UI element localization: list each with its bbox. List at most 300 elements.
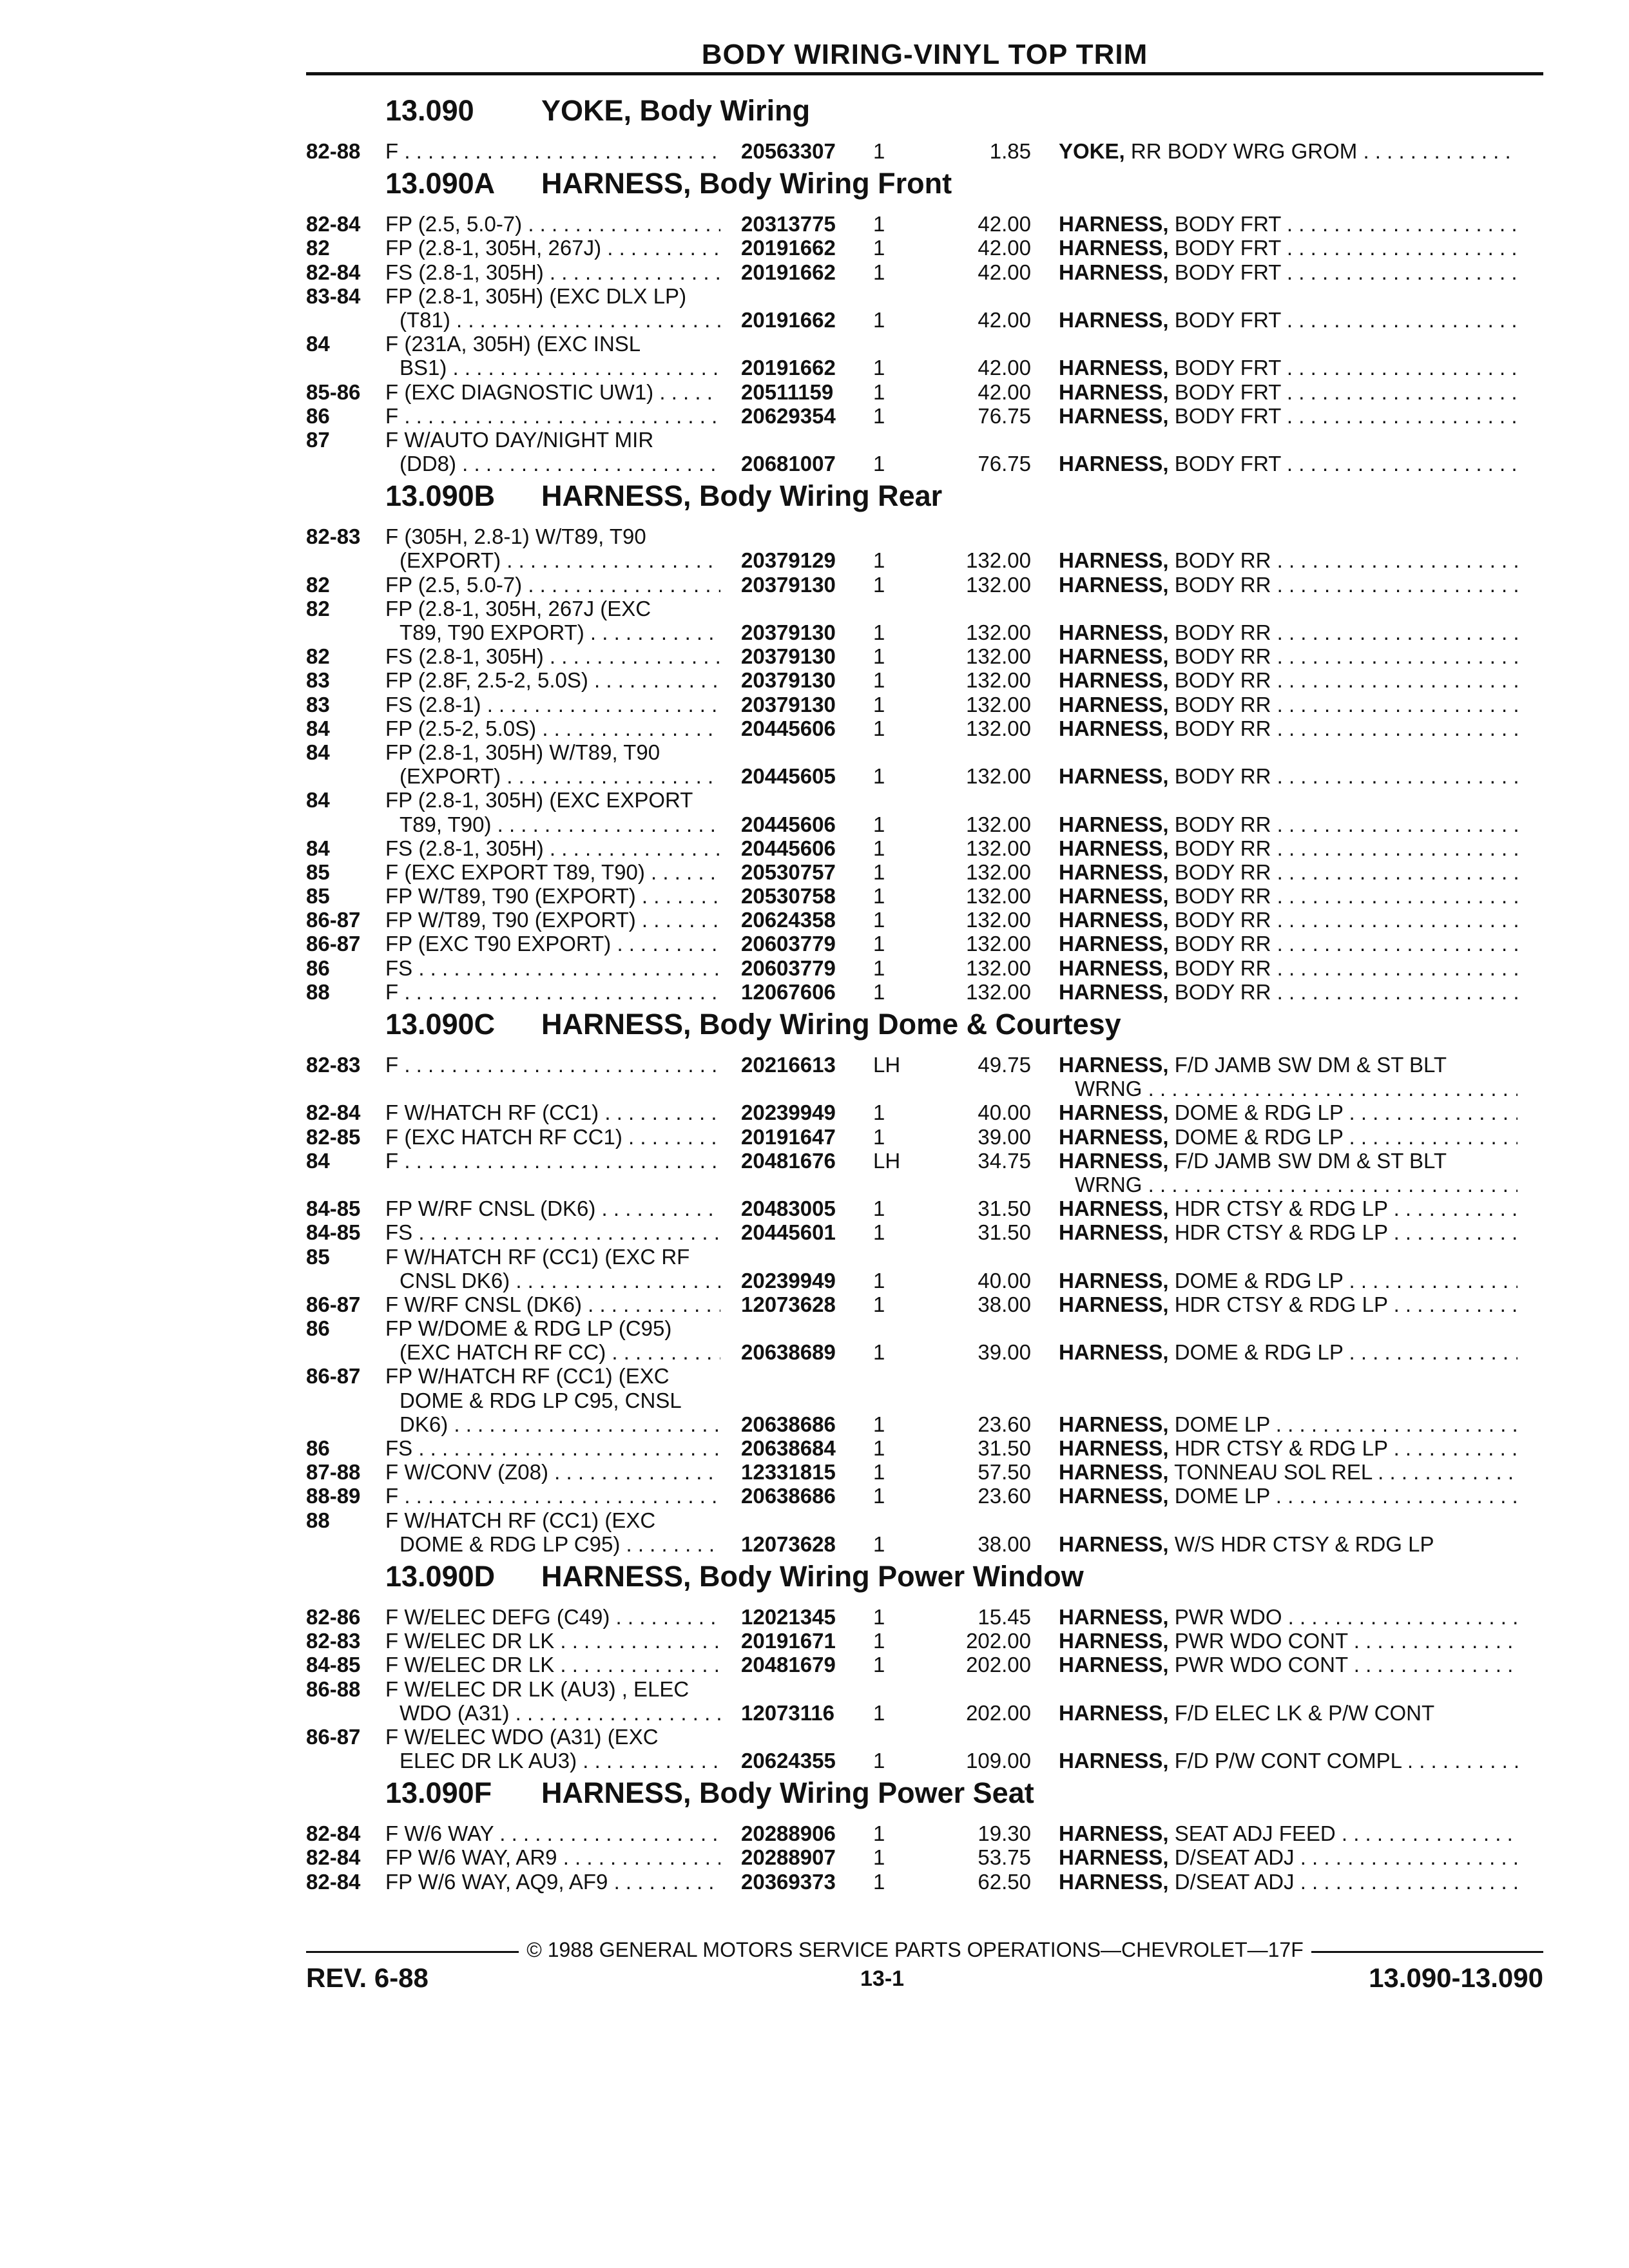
quantity: LH bbox=[873, 1148, 901, 1173]
description bbox=[1059, 1269, 1518, 1293]
description bbox=[1059, 860, 1518, 884]
description-noun: HARNESS, bbox=[1059, 668, 1169, 693]
section-number: 13.090D bbox=[385, 1559, 496, 1593]
part-row bbox=[0, 956, 1629, 980]
price: 109.00 bbox=[966, 1749, 1031, 1773]
section-heading bbox=[0, 476, 1629, 524]
price: 40.00 bbox=[978, 1100, 1031, 1125]
quantity: 1 bbox=[873, 1700, 885, 1725]
quantity: 1 bbox=[873, 1124, 885, 1149]
quantity: 1 bbox=[873, 1196, 885, 1221]
price: 31.50 bbox=[978, 1196, 1031, 1221]
description-text: W/S HDR CTSY & RDG LP bbox=[1174, 1532, 1434, 1556]
description bbox=[1059, 1484, 1518, 1508]
description bbox=[1075, 1077, 1518, 1100]
description bbox=[1059, 452, 1518, 476]
description bbox=[1059, 716, 1518, 740]
quantity: 1 bbox=[873, 356, 885, 380]
description-text: BODY RR bbox=[1174, 572, 1271, 597]
part-row bbox=[0, 1821, 1629, 1845]
part-row bbox=[0, 1316, 1629, 1340]
quantity: 1 bbox=[873, 1100, 885, 1125]
part-row bbox=[0, 428, 1629, 452]
price: 202.00 bbox=[966, 1700, 1031, 1725]
description-text: DOME & RDG LP bbox=[1174, 1340, 1344, 1365]
part-row bbox=[0, 597, 1629, 620]
section-name: HARNESS, Body Wiring Dome & Courtesy bbox=[541, 1008, 1121, 1041]
description bbox=[1059, 548, 1518, 572]
description-text: BODY FRT bbox=[1174, 356, 1281, 380]
model-years: 86-87 bbox=[306, 1292, 361, 1316]
part-number: 20638684 bbox=[741, 1436, 836, 1460]
model-years: 86-88 bbox=[306, 1677, 361, 1701]
usage-text: FS . . . bbox=[385, 1436, 720, 1460]
section-heading bbox=[0, 1556, 1629, 1605]
price: 76.75 bbox=[978, 452, 1031, 476]
footer-revision: REV. 6-88 bbox=[306, 1963, 429, 1993]
part-row-continuation bbox=[0, 1173, 1629, 1196]
part-row-continuation bbox=[0, 308, 1629, 332]
usage-text: F . . . bbox=[385, 404, 720, 428]
description-noun: HARNESS, bbox=[1059, 452, 1169, 476]
section-name: YOKE, Body Wiring bbox=[541, 94, 811, 127]
model-years: 82 bbox=[306, 596, 330, 620]
part-row bbox=[0, 668, 1629, 692]
part-number: 20313775 bbox=[741, 212, 836, 236]
description-noun: HARNESS, bbox=[1059, 932, 1169, 956]
part-number: 20191662 bbox=[741, 260, 836, 284]
section-heading bbox=[0, 90, 1629, 139]
usage-text: DK6) . . . bbox=[400, 1412, 720, 1436]
part-row bbox=[0, 716, 1629, 740]
description-text: HDR CTSY & RDG LP bbox=[1174, 1436, 1388, 1460]
model-years: 84-85 bbox=[306, 1196, 361, 1221]
part-number: 20369373 bbox=[741, 1869, 836, 1894]
description bbox=[1059, 1436, 1518, 1460]
part-number: 20603779 bbox=[741, 956, 836, 980]
description-text: BODY FRT bbox=[1174, 403, 1281, 428]
usage-text: F . . . bbox=[385, 1484, 720, 1508]
description-noun: HARNESS, bbox=[1059, 1100, 1169, 1125]
part-number: 20379130 bbox=[741, 692, 836, 716]
price: 132.00 bbox=[966, 908, 1031, 932]
description-text: BODY RR bbox=[1174, 620, 1271, 644]
usage-text: FS (2.8-1, 305H) . . . bbox=[385, 260, 720, 284]
quantity: 1 bbox=[873, 932, 885, 956]
price: 31.50 bbox=[978, 1436, 1031, 1460]
part-row bbox=[0, 1845, 1629, 1869]
part-row bbox=[0, 236, 1629, 260]
part-number: 12021345 bbox=[741, 1604, 836, 1629]
quantity: 1 bbox=[873, 884, 885, 908]
description-noun: HARNESS, bbox=[1059, 1749, 1169, 1773]
quantity: 1 bbox=[873, 1436, 885, 1460]
price: 202.00 bbox=[966, 1629, 1031, 1653]
description bbox=[1059, 1653, 1518, 1677]
description-noun: HARNESS, bbox=[1059, 1700, 1169, 1725]
model-years: 82-83 bbox=[306, 1629, 361, 1653]
description-text: F/D JAMB SW DM & ST BLT bbox=[1174, 1148, 1447, 1173]
description-noun: HARNESS, bbox=[1059, 644, 1169, 669]
description-noun: HARNESS, bbox=[1059, 1053, 1169, 1077]
description-noun: HARNESS, bbox=[1059, 1436, 1169, 1460]
usage-text: F W/RF CNSL (DK6) . . . bbox=[385, 1293, 720, 1316]
description bbox=[1059, 1125, 1518, 1149]
model-years: 84 bbox=[306, 836, 330, 860]
description bbox=[1059, 1220, 1518, 1244]
model-years: 82 bbox=[306, 236, 330, 260]
section-name: HARNESS, Body Wiring Front bbox=[541, 167, 952, 200]
part-row bbox=[0, 1508, 1629, 1532]
part-row bbox=[0, 1484, 1629, 1508]
description-noun: HARNESS, bbox=[1059, 1196, 1169, 1221]
part-row-continuation bbox=[0, 1701, 1629, 1725]
description-noun: HARNESS, bbox=[1059, 1148, 1169, 1173]
part-number: 12073628 bbox=[741, 1532, 836, 1556]
usage-text: FP W/T89, T90 (EXPORT) . . . bbox=[385, 884, 720, 908]
quantity: 1 bbox=[873, 1629, 885, 1653]
part-row bbox=[0, 1293, 1629, 1316]
description-text: BODY RR bbox=[1174, 836, 1271, 860]
description bbox=[1059, 1845, 1518, 1869]
part-row-continuation bbox=[0, 452, 1629, 476]
usage-text: T89, T90 EXPORT) . . . bbox=[400, 620, 720, 644]
part-row-continuation bbox=[0, 548, 1629, 572]
part-number: 20483005 bbox=[741, 1196, 836, 1221]
description bbox=[1059, 908, 1518, 932]
description bbox=[1059, 356, 1518, 380]
quantity: 1 bbox=[873, 1532, 885, 1556]
description-text: BODY FRT bbox=[1174, 380, 1281, 404]
description bbox=[1059, 1196, 1518, 1220]
description-noun: HARNESS, bbox=[1059, 1845, 1169, 1870]
price: 62.50 bbox=[978, 1869, 1031, 1894]
part-number: 20624358 bbox=[741, 908, 836, 932]
usage-text: FP (2.8-1, 305H) (EXC DLX LP) bbox=[385, 284, 687, 308]
usage-text: F (EXC DIAGNOSTIC UW1) . . . bbox=[385, 380, 720, 404]
part-number: 20530757 bbox=[741, 860, 836, 884]
price: 132.00 bbox=[966, 572, 1031, 597]
part-number: 20638686 bbox=[741, 1412, 836, 1436]
description-text: DOME LP bbox=[1174, 1412, 1270, 1436]
model-years: 82-84 bbox=[306, 1845, 361, 1870]
part-row bbox=[0, 380, 1629, 404]
quantity: 1 bbox=[873, 836, 885, 860]
description-noun: HARNESS, bbox=[1059, 716, 1169, 740]
description-text: BODY RR bbox=[1174, 812, 1271, 836]
usage-text: WDO (A31) . . . bbox=[400, 1701, 720, 1725]
model-years: 82-83 bbox=[306, 1053, 361, 1077]
usage-text: F W/ELEC DEFG (C49) . . . bbox=[385, 1605, 720, 1629]
part-number: 12067606 bbox=[741, 979, 836, 1004]
model-years: 82-84 bbox=[306, 1100, 361, 1125]
usage-text: F W/ELEC DR LK (AU3) , ELEC bbox=[385, 1677, 689, 1701]
model-years: 82-84 bbox=[306, 260, 361, 284]
model-years: 84 bbox=[306, 740, 330, 764]
price: 132.00 bbox=[966, 979, 1031, 1004]
model-years: 86 bbox=[306, 1436, 330, 1460]
part-row bbox=[0, 884, 1629, 908]
description-text: BODY RR bbox=[1174, 764, 1271, 789]
description-noun: HARNESS, bbox=[1059, 1220, 1169, 1245]
model-years: 82-86 bbox=[306, 1604, 361, 1629]
model-years: 85 bbox=[306, 884, 330, 908]
price: 132.00 bbox=[966, 716, 1031, 740]
section-number: 13.090A bbox=[385, 167, 496, 200]
usage-text: F W/HATCH RF (CC1) . . . bbox=[385, 1100, 720, 1124]
price: 42.00 bbox=[978, 212, 1031, 236]
part-row bbox=[0, 1220, 1629, 1244]
price: 23.60 bbox=[978, 1484, 1031, 1508]
part-row bbox=[0, 908, 1629, 932]
part-number: 20445606 bbox=[741, 716, 836, 740]
description-noun: HARNESS, bbox=[1059, 1340, 1169, 1365]
quantity: 1 bbox=[873, 1653, 885, 1677]
price: 132.00 bbox=[966, 836, 1031, 860]
part-number: 20216613 bbox=[741, 1053, 836, 1077]
description-text: F/D P/W CONT COMPL bbox=[1174, 1749, 1402, 1773]
model-years: 85 bbox=[306, 1244, 330, 1269]
part-row-continuation bbox=[0, 1532, 1629, 1556]
quantity: 1 bbox=[873, 644, 885, 669]
usage-text: FP W/T89, T90 (EXPORT) . . . bbox=[385, 908, 720, 932]
part-number: 20445601 bbox=[741, 1220, 836, 1245]
model-years: 83 bbox=[306, 692, 330, 716]
description-text: BODY RR bbox=[1174, 956, 1271, 980]
quantity: 1 bbox=[873, 1869, 885, 1894]
price: 132.00 bbox=[966, 860, 1031, 884]
part-row bbox=[0, 1436, 1629, 1460]
part-number: 20191647 bbox=[741, 1124, 836, 1149]
section-name: HARNESS, Body Wiring Power Seat bbox=[541, 1776, 1034, 1810]
quantity: 1 bbox=[873, 668, 885, 693]
description-noun: HARNESS, bbox=[1059, 1869, 1169, 1894]
usage-text: FP W/6 WAY, AQ9, AF9 . . . bbox=[385, 1870, 720, 1894]
usage-text: FS . . . bbox=[385, 1220, 720, 1244]
description-text: PWR WDO bbox=[1174, 1604, 1282, 1629]
description-text: PWR WDO CONT bbox=[1174, 1629, 1348, 1653]
description-noun: HARNESS, bbox=[1059, 908, 1169, 932]
price: 42.00 bbox=[978, 380, 1031, 404]
quantity: 1 bbox=[873, 236, 885, 260]
description bbox=[1059, 404, 1518, 428]
part-number: 20239949 bbox=[741, 1100, 836, 1125]
description-text: DOME & RDG LP bbox=[1174, 1124, 1344, 1149]
section-name: HARNESS, Body Wiring Power Window bbox=[541, 1559, 1084, 1593]
description-noun: HARNESS, bbox=[1059, 236, 1169, 260]
part-number: 20445606 bbox=[741, 836, 836, 860]
part-row bbox=[0, 1605, 1629, 1629]
part-number: 20629354 bbox=[741, 403, 836, 428]
usage-text: F W/6 WAY . . . bbox=[385, 1821, 720, 1845]
part-number: 20681007 bbox=[741, 452, 836, 476]
usage-text: FP (2.5, 5.0-7) . . . bbox=[385, 573, 720, 597]
description-text: HDR CTSY & RDG LP bbox=[1174, 1292, 1388, 1316]
description bbox=[1059, 212, 1518, 236]
description bbox=[1059, 1412, 1518, 1436]
price: 132.00 bbox=[966, 956, 1031, 980]
description bbox=[1059, 980, 1518, 1004]
description bbox=[1059, 260, 1518, 284]
model-years: 85 bbox=[306, 860, 330, 884]
price: 202.00 bbox=[966, 1653, 1031, 1677]
footer-rule-right bbox=[1311, 1951, 1543, 1953]
description-text: BODY RR bbox=[1174, 716, 1271, 740]
part-number: 20481679 bbox=[741, 1653, 836, 1677]
section-name: HARNESS, Body Wiring Rear bbox=[541, 479, 943, 513]
description-noun: HARNESS, bbox=[1059, 212, 1169, 236]
description-noun: HARNESS, bbox=[1059, 812, 1169, 836]
description-noun: HARNESS, bbox=[1059, 356, 1169, 380]
part-row bbox=[0, 860, 1629, 884]
part-number: 20530758 bbox=[741, 884, 836, 908]
part-number: 12073628 bbox=[741, 1292, 836, 1316]
price: 1.85 bbox=[989, 139, 1031, 163]
description-text: BODY FRT bbox=[1174, 260, 1281, 284]
model-years: 88 bbox=[306, 979, 330, 1004]
part-row bbox=[0, 1125, 1629, 1149]
price: 132.00 bbox=[966, 668, 1031, 693]
price: 132.00 bbox=[966, 812, 1031, 836]
usage-text: FP (2.8-1, 305H) W/T89, T90 bbox=[385, 740, 660, 764]
model-years: 84-85 bbox=[306, 1653, 361, 1677]
header-rule bbox=[306, 72, 1543, 75]
description-text: HDR CTSY & RDG LP bbox=[1174, 1196, 1388, 1221]
description bbox=[1059, 1821, 1518, 1845]
usage-text: F (231A, 305H) (EXC INSL bbox=[385, 332, 641, 356]
usage-text: (EXPORT) . . . bbox=[400, 764, 720, 788]
usage-text: FP W/RF CNSL (DK6) . . . bbox=[385, 1196, 720, 1220]
description-noun: YOKE, bbox=[1059, 139, 1125, 163]
description bbox=[1075, 1173, 1518, 1196]
description-text: PWR WDO CONT bbox=[1174, 1653, 1348, 1677]
price: 40.00 bbox=[978, 1268, 1031, 1293]
quantity: 1 bbox=[873, 1412, 885, 1436]
description bbox=[1059, 812, 1518, 836]
description bbox=[1059, 693, 1518, 716]
description bbox=[1059, 1100, 1518, 1124]
quantity: 1 bbox=[873, 1268, 885, 1293]
description-text: F/D ELEC LK & P/W CONT bbox=[1174, 1700, 1435, 1725]
description-text: D/SEAT ADJ bbox=[1174, 1869, 1295, 1894]
model-years: 82 bbox=[306, 644, 330, 669]
usage-text: ELEC DR LK AU3) . . . bbox=[400, 1749, 720, 1773]
part-row-continuation bbox=[0, 356, 1629, 380]
part-row-continuation bbox=[0, 812, 1629, 836]
description bbox=[1059, 1340, 1518, 1364]
description-noun: HARNESS, bbox=[1059, 764, 1169, 789]
usage-text: FP (EXC T90 EXPORT) . . . bbox=[385, 932, 720, 956]
description-noun: HARNESS, bbox=[1059, 1604, 1169, 1629]
part-row bbox=[0, 644, 1629, 668]
description-text: BODY RR bbox=[1174, 548, 1271, 573]
quantity: 1 bbox=[873, 403, 885, 428]
quantity: 1 bbox=[873, 1292, 885, 1316]
quantity: 1 bbox=[873, 1220, 885, 1245]
part-row-continuation bbox=[0, 620, 1629, 644]
part-row bbox=[0, 1364, 1629, 1388]
part-row bbox=[0, 1245, 1629, 1269]
description-text: BODY RR bbox=[1174, 644, 1271, 669]
quantity: 1 bbox=[873, 860, 885, 884]
price: 31.50 bbox=[978, 1220, 1031, 1245]
quantity: 1 bbox=[873, 1749, 885, 1773]
description-text: SEAT ADJ FEED bbox=[1174, 1821, 1336, 1846]
model-years: 86 bbox=[306, 403, 330, 428]
description-noun: HARNESS, bbox=[1059, 956, 1169, 980]
description bbox=[1059, 139, 1518, 163]
page-footer bbox=[306, 1938, 1543, 1993]
part-row bbox=[0, 332, 1629, 356]
part-row-continuation bbox=[0, 1077, 1629, 1100]
section-number: 13.090F bbox=[385, 1776, 492, 1810]
price: 132.00 bbox=[966, 932, 1031, 956]
model-years: 86-87 bbox=[306, 932, 361, 956]
model-years: 86 bbox=[306, 956, 330, 980]
part-row bbox=[0, 1053, 1629, 1077]
part-row bbox=[0, 1100, 1629, 1124]
model-years: 83 bbox=[306, 668, 330, 693]
quantity: 1 bbox=[873, 1484, 885, 1508]
usage-text: F W/HATCH RF (CC1) (EXC bbox=[385, 1508, 656, 1532]
model-years: 84 bbox=[306, 788, 330, 812]
usage-text: (EXPORT) . . . bbox=[400, 548, 720, 572]
description-noun: HARNESS, bbox=[1059, 692, 1169, 716]
part-number: 20638686 bbox=[741, 1484, 836, 1508]
description-noun: HARNESS, bbox=[1059, 1124, 1169, 1149]
model-years: 84 bbox=[306, 716, 330, 740]
description bbox=[1059, 1749, 1518, 1773]
part-number: 20445606 bbox=[741, 812, 836, 836]
description bbox=[1059, 932, 1518, 956]
model-years: 86 bbox=[306, 1316, 330, 1341]
description-text: BODY RR bbox=[1174, 884, 1271, 908]
part-number: 20379129 bbox=[741, 548, 836, 573]
parts-sections bbox=[0, 90, 1629, 1894]
part-row bbox=[0, 1653, 1629, 1677]
part-number: 12073116 bbox=[741, 1700, 835, 1725]
usage-text: F W/ELEC WDO (A31) (EXC bbox=[385, 1724, 659, 1749]
description bbox=[1059, 956, 1518, 980]
part-number: 20379130 bbox=[741, 620, 836, 644]
description-noun: HARNESS, bbox=[1059, 1484, 1169, 1508]
footer-rule-left bbox=[306, 1951, 519, 1953]
model-years: 88 bbox=[306, 1508, 330, 1532]
part-row bbox=[0, 1677, 1629, 1701]
model-years: 82 bbox=[306, 572, 330, 597]
model-years: 82-84 bbox=[306, 1821, 361, 1846]
footer-page-number: 13-1 bbox=[860, 1966, 905, 1991]
usage-text: DOME & RDG LP C95, CNSL bbox=[400, 1388, 682, 1412]
description-text: BODY RR bbox=[1174, 932, 1271, 956]
part-row bbox=[0, 740, 1629, 764]
part-number: 20191662 bbox=[741, 307, 836, 332]
usage-text: BS1) . . . bbox=[400, 356, 720, 380]
price: 132.00 bbox=[966, 692, 1031, 716]
description bbox=[1059, 668, 1518, 692]
description-noun: HARNESS, bbox=[1059, 860, 1169, 884]
description-noun: HARNESS, bbox=[1059, 1412, 1169, 1436]
quantity: 1 bbox=[873, 764, 885, 789]
description-noun: HARNESS, bbox=[1059, 836, 1169, 860]
description-text: BODY RR bbox=[1174, 668, 1271, 693]
page-title: BODY WIRING-VINYL TOP TRIM bbox=[701, 39, 1148, 70]
usage-text: F (305H, 2.8-1) W/T89, T90 bbox=[385, 524, 646, 549]
quantity: 1 bbox=[873, 812, 885, 836]
price: 23.60 bbox=[978, 1412, 1031, 1436]
part-row bbox=[0, 788, 1629, 812]
quantity: 1 bbox=[873, 548, 885, 573]
